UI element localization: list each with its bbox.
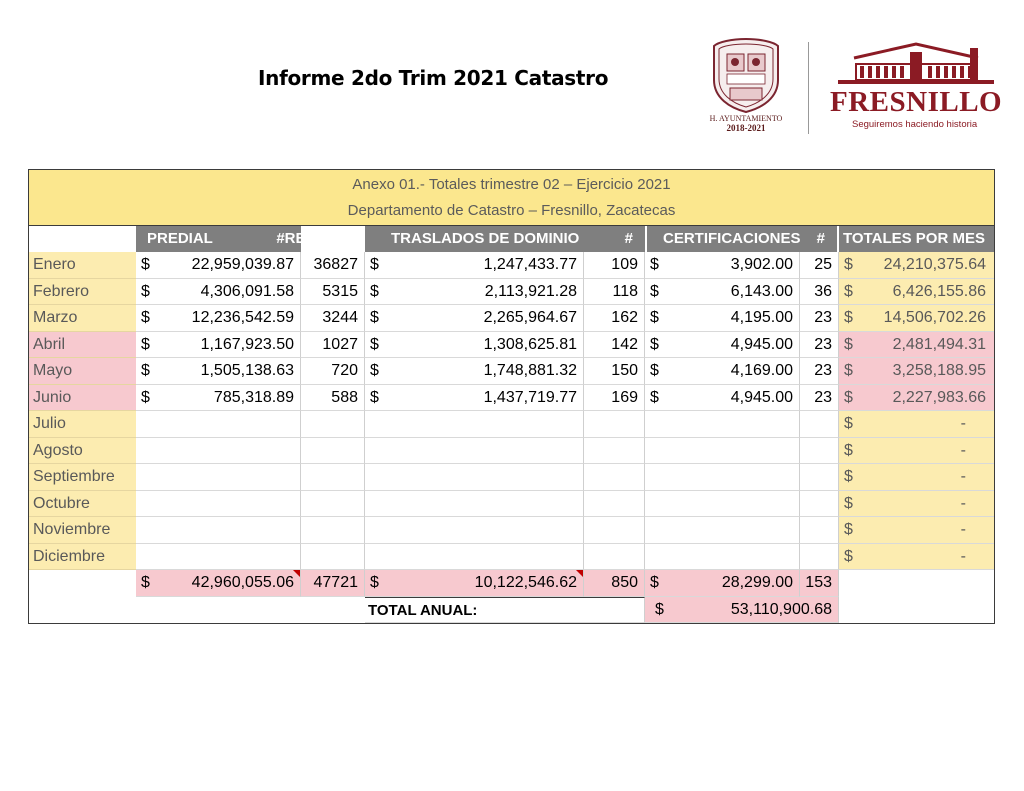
currency-symbol: $ <box>650 282 659 300</box>
total-month-value: - <box>960 441 966 459</box>
table-heading-line1: Anexo 01.- Totales trimestre 02 – Ejercicio 2021 <box>29 170 994 197</box>
traslados-count-cell <box>584 438 645 465</box>
total-recibos-value: 47721 <box>313 574 358 591</box>
month-label: Marzo <box>29 305 136 332</box>
predial-cell <box>136 491 301 518</box>
recibos-value: 5315 <box>322 282 358 300</box>
cert-count-cell <box>800 358 839 385</box>
cert-count-cell <box>800 464 839 491</box>
cert-cell <box>645 332 800 359</box>
column-header-traslados-count: # <box>624 230 633 247</box>
catastro-totals-table <box>28 169 995 624</box>
table-row <box>29 411 994 438</box>
predial-cell <box>136 544 301 571</box>
total-predial-cell <box>136 570 301 597</box>
traslados-value: 1,247,433.77 <box>483 256 577 273</box>
total-month-cell <box>839 517 994 544</box>
currency-symbol: $ <box>844 335 853 353</box>
traslados-count-value: 169 <box>611 388 638 406</box>
recibos-cell <box>301 385 365 412</box>
cert-count-cell <box>800 438 839 465</box>
traslados-count-cell <box>584 491 645 518</box>
currency-symbol: $ <box>370 335 379 353</box>
traslados-count-cell <box>584 544 645 571</box>
total-month-value: - <box>960 521 966 538</box>
traslados-cell <box>365 517 584 544</box>
traslados-cell <box>365 544 584 571</box>
total-anual-row <box>29 597 994 623</box>
month-label: Julio <box>29 411 136 438</box>
recibos-cell <box>301 305 365 332</box>
month-label: Mayo <box>29 358 136 385</box>
total-month-value: - <box>960 547 966 565</box>
predial-value: 785,318.89 <box>213 388 294 406</box>
month-label: Enero <box>29 252 136 279</box>
traslados-count-cell <box>584 305 645 332</box>
column-header-cert-count: # <box>816 230 825 247</box>
total-traslados-value: 10,122,546.62 <box>474 574 577 591</box>
traslados-cell <box>365 385 584 412</box>
total-month-value: 24,210,375.64 <box>883 256 986 273</box>
recibos-cell <box>301 279 365 306</box>
cert-cell <box>645 305 800 332</box>
total-traslados-count-cell <box>584 570 645 597</box>
total-anual-value: 53,110,900.68 <box>730 601 832 618</box>
cert-count-cell <box>800 385 839 412</box>
predial-cell <box>136 358 301 385</box>
month-label: Diciembre <box>29 544 136 571</box>
traslados-cell <box>365 491 584 518</box>
total-month-value: 6,426,155.86 <box>892 282 986 300</box>
recibos-cell <box>301 438 365 465</box>
total-month-cell <box>839 332 994 359</box>
table-row <box>29 358 994 385</box>
column-header-totales: TOTALES POR MES <box>839 226 994 252</box>
predial-cell <box>136 464 301 491</box>
recibos-cell <box>301 358 365 385</box>
currency-symbol: $ <box>650 574 659 591</box>
comment-marker-icon <box>576 570 583 577</box>
predial-value: 4,306,091.58 <box>200 282 294 300</box>
total-cert-cell <box>645 570 800 597</box>
traslados-count-value: 162 <box>611 309 638 326</box>
traslados-cell <box>365 279 584 306</box>
table-row <box>29 385 994 412</box>
month-label: Abril <box>29 332 136 359</box>
month-label: Septiembre <box>29 464 136 491</box>
traslados-count-value: 150 <box>611 362 638 379</box>
cert-value: 4,945.00 <box>730 388 793 406</box>
traslados-count-cell <box>584 252 645 279</box>
month-label: Noviembre <box>29 517 136 544</box>
logo-divider <box>808 42 809 134</box>
cert-count-value: 23 <box>814 335 832 353</box>
seal-caption: H. AYUNTAMIENTO <box>709 114 783 123</box>
column-header-recibos: #RECIBOS <box>276 230 353 247</box>
cert-count-cell <box>800 252 839 279</box>
month-label: Octubre <box>29 491 136 518</box>
currency-symbol: $ <box>650 256 659 273</box>
currency-symbol: $ <box>844 256 853 273</box>
total-anual-value-cell <box>645 597 839 623</box>
predial-value: 12,236,542.59 <box>191 309 294 326</box>
total-month-value: - <box>960 494 966 512</box>
traslados-count-value: 109 <box>611 256 638 273</box>
currency-symbol: $ <box>844 494 853 512</box>
predial-cell <box>136 252 301 279</box>
cert-cell <box>645 358 800 385</box>
recibos-cell <box>301 464 365 491</box>
recibos-value: 720 <box>331 362 358 379</box>
cert-value: 3,902.00 <box>730 256 793 273</box>
traslados-value: 1,748,881.32 <box>483 362 577 379</box>
seal-emblem-icon <box>708 36 784 114</box>
currency-symbol: $ <box>141 574 150 591</box>
predial-cell <box>136 385 301 412</box>
predial-value: 22,959,039.87 <box>191 256 294 273</box>
table-row <box>29 544 994 571</box>
traslados-count-cell <box>584 411 645 438</box>
total-cert-count-value: 153 <box>805 574 832 591</box>
recibos-cell <box>301 332 365 359</box>
table-row <box>29 464 994 491</box>
total-month-value: - <box>960 415 966 432</box>
cert-count-value: 23 <box>814 388 832 406</box>
total-month-cell <box>839 279 994 306</box>
currency-symbol: $ <box>141 282 150 300</box>
table-row <box>29 491 994 518</box>
traslados-count-value: 118 <box>612 282 638 300</box>
recibos-value: 3244 <box>322 309 358 326</box>
traslados-cell <box>365 358 584 385</box>
cert-value: 6,143.00 <box>730 282 793 300</box>
cert-cell <box>645 252 800 279</box>
table-row <box>29 279 994 306</box>
currency-symbol: $ <box>655 601 664 618</box>
predial-cell <box>136 411 301 438</box>
traslados-value: 2,113,921.28 <box>484 282 577 300</box>
currency-symbol: $ <box>370 309 379 326</box>
recibos-value: 1027 <box>322 335 358 353</box>
total-month-cell <box>839 438 994 465</box>
currency-symbol: $ <box>370 388 379 406</box>
seal-years: 2018-2021 <box>726 123 766 133</box>
fresnillo-logo <box>830 40 1002 136</box>
currency-symbol: $ <box>844 362 853 379</box>
currency-symbol: $ <box>844 441 853 459</box>
traslados-value: 1,308,625.81 <box>483 335 577 353</box>
cert-count-cell <box>800 411 839 438</box>
currency-symbol: $ <box>844 415 853 432</box>
recibos-value: 36827 <box>313 256 358 273</box>
total-month-value: 2,481,494.31 <box>892 335 986 353</box>
traslados-cell <box>365 411 584 438</box>
recibos-cell <box>301 544 365 571</box>
month-label: Agosto <box>29 438 136 465</box>
comment-marker-icon <box>293 570 300 577</box>
fresnillo-brand-name: FRESNILLO <box>830 86 1003 118</box>
traslados-count-cell <box>584 385 645 412</box>
table-row <box>29 517 994 544</box>
traslados-count-cell <box>584 358 645 385</box>
currency-symbol: $ <box>370 282 379 300</box>
table-row <box>29 438 994 465</box>
total-month-cell <box>839 305 994 332</box>
ayuntamiento-seal-logo <box>708 36 784 136</box>
total-predial-value: 42,960,055.06 <box>191 574 294 591</box>
table-row <box>29 332 994 359</box>
total-recibos-cell <box>301 570 365 597</box>
fresnillo-skyline-icon <box>830 40 1002 86</box>
predial-cell <box>136 517 301 544</box>
total-month-cell <box>839 385 994 412</box>
table-heading-line2: Departamento de Catastro – Fresnillo, Zacatecas <box>29 197 994 226</box>
total-month-cell <box>839 358 994 385</box>
traslados-cell <box>365 464 584 491</box>
currency-symbol: $ <box>844 468 853 485</box>
predial-cell <box>136 438 301 465</box>
traslados-value: 1,437,719.77 <box>483 388 577 406</box>
predial-value: 1,505,138.63 <box>200 362 294 379</box>
cert-cell <box>645 411 800 438</box>
column-header-predial: PREDIAL <box>136 226 301 252</box>
currency-symbol: $ <box>844 547 853 565</box>
total-anual-label-cell <box>365 597 645 623</box>
total-month-value: - <box>960 468 966 485</box>
traslados-count-cell <box>584 464 645 491</box>
currency-symbol: $ <box>370 362 379 379</box>
currency-symbol: $ <box>650 362 659 379</box>
currency-symbol: $ <box>141 335 150 353</box>
currency-symbol: $ <box>844 282 853 300</box>
currency-symbol: $ <box>370 574 379 591</box>
recibos-cell <box>301 252 365 279</box>
traslados-cell <box>365 438 584 465</box>
recibos-cell <box>301 411 365 438</box>
cert-count-value: 25 <box>814 256 832 273</box>
total-traslados-cell <box>365 570 584 597</box>
currency-symbol: $ <box>650 335 659 353</box>
column-header-spacer <box>301 226 365 252</box>
predial-cell <box>136 305 301 332</box>
total-month-cell <box>839 491 994 518</box>
cert-count-cell <box>800 544 839 571</box>
cert-cell <box>645 517 800 544</box>
total-cert-value: 28,299.00 <box>721 574 793 591</box>
total-traslados-count-value: 850 <box>611 574 638 591</box>
traslados-value: 2,265,964.67 <box>483 309 577 326</box>
report-title: Informe 2do Trim 2021 Catastro <box>258 66 609 90</box>
traslados-cell <box>365 252 584 279</box>
predial-cell <box>136 332 301 359</box>
cert-count-cell <box>800 332 839 359</box>
month-label: Junio <box>29 385 136 412</box>
recibos-cell <box>301 517 365 544</box>
cert-count-cell <box>800 305 839 332</box>
totals-row <box>29 570 994 597</box>
currency-symbol: $ <box>141 256 150 273</box>
traslados-cell <box>365 305 584 332</box>
cert-value: 4,195.00 <box>730 309 793 326</box>
table-row <box>29 305 994 332</box>
cert-count-value: 36 <box>814 282 832 300</box>
month-label: Febrero <box>29 279 136 306</box>
currency-symbol: $ <box>141 362 150 379</box>
total-month-value: 3,258,188.95 <box>892 362 986 379</box>
column-header-traslados: TRASLADOS DE DOMINIO <box>365 226 645 252</box>
recibos-value: 588 <box>331 388 358 406</box>
column-header-certificaciones: CERTIFICACIONES <box>647 226 837 252</box>
total-month-cell <box>839 544 994 571</box>
cert-count-value: 23 <box>814 362 832 379</box>
cert-cell <box>645 279 800 306</box>
cert-cell <box>645 385 800 412</box>
cert-count-cell <box>800 491 839 518</box>
recibos-cell <box>301 491 365 518</box>
cert-value: 4,945.00 <box>730 335 793 353</box>
cert-cell <box>645 438 800 465</box>
cert-count-cell <box>800 279 839 306</box>
traslados-count-value: 142 <box>611 335 638 353</box>
cert-cell <box>645 464 800 491</box>
total-month-value: 14,506,702.26 <box>883 309 986 326</box>
cert-count-cell <box>800 517 839 544</box>
cert-value: 4,169.00 <box>730 362 793 379</box>
cert-cell <box>645 544 800 571</box>
currency-symbol: $ <box>141 309 150 326</box>
total-month-cell <box>839 252 994 279</box>
cert-cell <box>645 491 800 518</box>
currency-symbol: $ <box>370 256 379 273</box>
fresnillo-slogan: Seguiremos haciendo historia <box>852 119 978 130</box>
currency-symbol: $ <box>650 388 659 406</box>
total-month-cell <box>839 411 994 438</box>
table-row <box>29 252 994 279</box>
currency-symbol: $ <box>844 309 853 326</box>
currency-symbol: $ <box>650 309 659 326</box>
traslados-cell <box>365 332 584 359</box>
predial-cell <box>136 279 301 306</box>
currency-symbol: $ <box>844 388 853 406</box>
total-month-cell <box>839 464 994 491</box>
total-cert-count-cell <box>800 570 839 597</box>
traslados-count-cell <box>584 517 645 544</box>
cert-count-value: 23 <box>814 309 832 326</box>
currency-symbol: $ <box>141 388 150 406</box>
total-anual-label: TOTAL ANUAL: <box>368 602 478 619</box>
traslados-count-cell <box>584 332 645 359</box>
total-month-value: 2,227,983.66 <box>892 388 986 406</box>
traslados-count-cell <box>584 279 645 306</box>
predial-value: 1,167,923.50 <box>200 335 294 353</box>
currency-symbol: $ <box>844 521 853 538</box>
